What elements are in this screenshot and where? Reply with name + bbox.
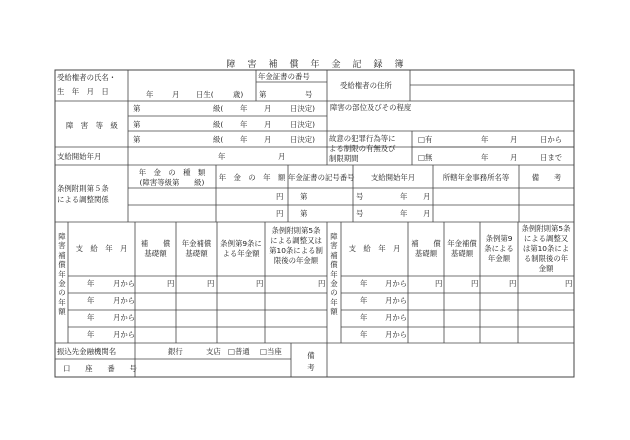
grade-row-3-year: 年 <box>240 135 248 144</box>
adjust-row-1-month: 月 <box>423 192 431 201</box>
grade-row-3-kyu: 級( <box>213 135 224 144</box>
birth-date-label: 生 年 月 日 <box>57 87 109 96</box>
col-article9-right: 条例第9 条による 年金額 <box>484 234 514 263</box>
birth-day-unit: 日生( <box>196 90 214 99</box>
branch-suffix: 支店 <box>206 347 221 356</box>
restriction-from-year: 年 <box>481 135 489 144</box>
adjust-row-2-yen: 円 <box>276 209 284 218</box>
adjustment-label-line2: による調整関係 <box>57 195 109 204</box>
amounts-right-row-1-yen-3: 円 <box>509 279 517 288</box>
grade-row-1-dai: 第 <box>133 104 141 113</box>
grade-row-3-decided: 日決定) <box>290 135 316 144</box>
amounts-left-row-1-year: 年 <box>87 279 95 288</box>
col-base-amount-right: 補 償 基礎額 <box>411 239 441 258</box>
bank-name-label: 振込先金融機関名 <box>57 347 117 356</box>
amounts-left-row-1-yen-2: 円 <box>207 279 215 288</box>
grade-row-1-decided: 日決定) <box>290 104 316 113</box>
adjust-row-2-go: 号 <box>356 209 364 218</box>
col-start-ym: 支給開始年月 <box>370 173 416 182</box>
disability-grade-label: 障 害 等 級 <box>66 121 118 130</box>
payment-start-year: 年 <box>218 152 226 161</box>
account-type-regular-checkbox[interactable]: □普通 <box>228 347 250 356</box>
title-char: 補 <box>268 60 278 70</box>
injury-site-label: 障害の部位及びその程度 <box>330 103 412 112</box>
certificate-go: 号 <box>305 90 313 99</box>
restriction-from-day: 日から <box>540 135 563 144</box>
col-annual-amount: 年 金 の 年 額 <box>218 173 286 182</box>
col-article10-left: 条例附則第5条 による調整又は 第10条による制 限後の年金額 <box>269 226 323 265</box>
col-supplement-right: 年金補償 基礎額 <box>447 239 477 258</box>
amounts-right-row-3-year: 年 <box>360 313 368 322</box>
amounts-side-label-right: 障害補償年金の年額 <box>330 232 338 317</box>
birth-month-unit: 月 <box>172 90 180 99</box>
payment-start-label: 支給開始年月 <box>57 152 102 161</box>
col-period-right: 支 給 年 月 <box>348 244 401 253</box>
adjust-row-2-month: 月 <box>423 209 431 218</box>
amounts-left-row-3-from: 月から <box>113 313 136 322</box>
amounts-right-row-4-from: 月から <box>385 330 408 339</box>
grade-row-2-kyu: 級( <box>213 120 224 129</box>
grade-row-1-month: 月 <box>264 104 272 113</box>
grade-row-2-decided: 日決定) <box>290 120 316 129</box>
restriction-label-line1: 故意の犯罪行為等に <box>329 134 396 143</box>
amounts-left-row-1-yen-4: 円 <box>318 279 326 288</box>
recipient-name-label: 受給権者の氏名・ <box>57 73 117 82</box>
amounts-side-label-left: 障害補償年金の年額 <box>58 232 66 317</box>
adjust-row-1-yen: 円 <box>276 192 284 201</box>
amounts-left-row-1-from: 月から <box>113 279 136 288</box>
birth-year-unit: 年 <box>146 90 154 99</box>
grade-row-3-month: 月 <box>264 135 272 144</box>
col-article10-right: 条例附則第5条 による調整又 は第10条によ る制限後の年 金額 <box>521 224 571 273</box>
amounts-left-row-1-yen-1: 円 <box>167 279 175 288</box>
age-unit: 歳) <box>233 90 244 99</box>
amounts-left-row-4-from: 月から <box>113 330 136 339</box>
col-base-amount-left: 補 償 基礎額 <box>140 239 171 258</box>
title-char: 償 <box>289 60 299 70</box>
adjust-row-1-go: 号 <box>356 192 364 201</box>
account-type-current-checkbox[interactable]: □当座 <box>260 347 282 356</box>
bank-suffix: 銀行 <box>168 347 183 356</box>
adjustment-label-line1: 条例附則第５条 <box>57 184 109 193</box>
amounts-left-row-1-yen-3: 円 <box>256 279 264 288</box>
amounts-left-row-2-from: 月から <box>113 296 136 305</box>
col-remarks: 備 考 <box>531 173 562 182</box>
col-supplement-left: 年金補償 基礎額 <box>181 239 212 258</box>
account-number-label: 口 座 番 号 <box>63 364 137 373</box>
certificate-number-label: 年金証書の番号 <box>258 72 310 81</box>
adjust-row-2-year: 年 <box>400 209 408 218</box>
restriction-label-line2: よる制限の有無及び <box>329 144 396 153</box>
amounts-right-row-4-year: 年 <box>360 330 368 339</box>
grade-row-2-dai: 第 <box>133 120 141 129</box>
restriction-from-month: 月 <box>510 135 518 144</box>
restriction-until-month: 月 <box>510 153 518 162</box>
grade-row-2-month: 月 <box>264 120 272 129</box>
amounts-right-row-1-yen-1: 円 <box>435 279 443 288</box>
grade-row-2-year: 年 <box>240 120 248 129</box>
restriction-until-day: 日まで <box>540 153 563 162</box>
col-article9-left: 条例第9条に よる年金額 <box>220 239 262 258</box>
amounts-left-row-3-year: 年 <box>87 313 95 322</box>
bank-remarks-label: 備 考 <box>307 351 330 372</box>
title-char: 記 <box>352 60 362 70</box>
title-char: 障 <box>226 60 236 70</box>
amounts-right-row-2-year: 年 <box>360 296 368 305</box>
amounts-right-row-3-from: 月から <box>385 313 408 322</box>
title-char: 金 <box>331 60 341 70</box>
adjust-row-2-dai: 第 <box>300 209 308 218</box>
adjust-row-1-dai: 第 <box>300 192 308 201</box>
title-char: 害 <box>247 60 257 70</box>
col-period-left: 支 給 年 月 <box>75 244 128 253</box>
col-certificate-symbol: 年金証書の記号番号 <box>288 173 355 182</box>
restriction-label-line3: 制限期間 <box>329 154 359 163</box>
payment-start-month: 月 <box>278 152 286 161</box>
adjust-row-1-year: 年 <box>400 192 408 201</box>
col-pension-office: 所轄年金事務所名等 <box>442 173 510 182</box>
grade-row-1-year: 年 <box>240 104 248 113</box>
amounts-right-row-1-from: 月から <box>385 279 408 288</box>
amounts-right-row-2-from: 月から <box>385 296 408 305</box>
title-char: 録 <box>373 60 383 70</box>
title-char: 簿 <box>394 60 404 70</box>
restriction-no-checkbox[interactable]: □無 <box>418 153 433 162</box>
amounts-right-row-1-year: 年 <box>360 279 368 288</box>
amounts-left-row-4-year: 年 <box>87 330 95 339</box>
certificate-dai: 第 <box>259 90 267 99</box>
grade-row-3-dai: 第 <box>133 135 141 144</box>
recipient-address-label: 受給権者の住所 <box>340 81 392 90</box>
amounts-right-row-1-yen-2: 円 <box>471 279 479 288</box>
restriction-until-year: 年 <box>481 153 489 162</box>
col-pension-type: 年 金 の 種 類 <box>138 168 206 177</box>
title-char: 年 <box>310 60 320 70</box>
amounts-left-row-2-year: 年 <box>87 296 95 305</box>
col-pension-type-grade: (障害等級第 級) <box>139 178 205 187</box>
grade-row-1-kyu: 級( <box>213 104 224 113</box>
restriction-yes-checkbox[interactable]: □有 <box>418 135 433 144</box>
amounts-right-row-1-yen-4: 円 <box>565 279 573 288</box>
